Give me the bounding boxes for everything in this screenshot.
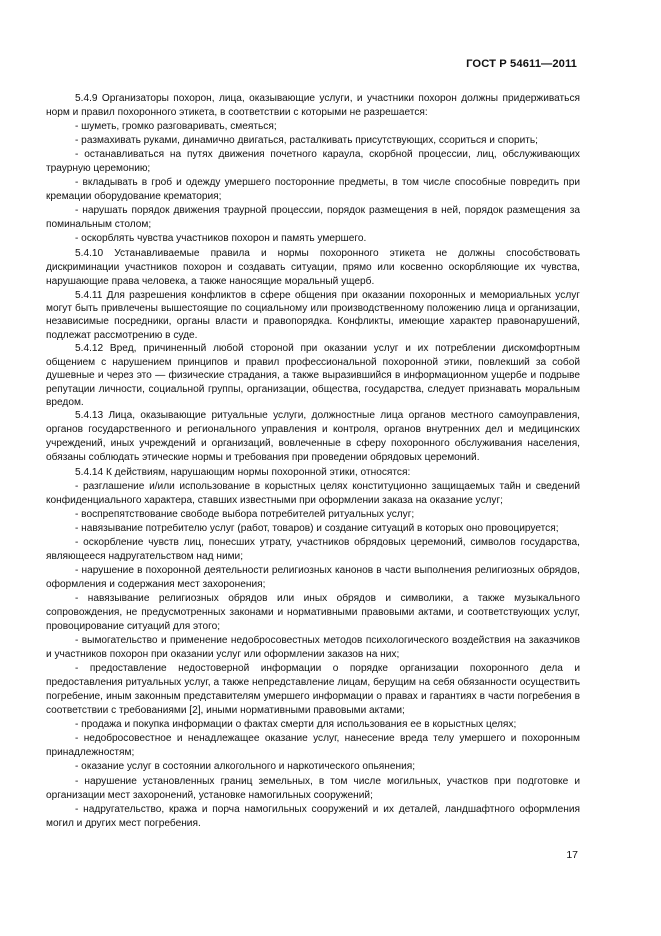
- paragraph-5-4-10: 5.4.10 Устанавливаемые правила и нормы похоронного этикета не должны способствовать дискриминации участников похорон и создавать ситуации, прямо или косвенно оскорбляющие их чувства, нарушающие права человека, а также наносящие моральный ущерб.: [46, 247, 580, 287]
- list-item: - оказание услуг в состоянии алкогольного и наркотического опьянения;: [75, 761, 416, 773]
- list-item: - оскорбление чувств лиц, понесших утрату, участников обрядовых церемоний, символов государства, являющееся надругательством над ними;: [46, 536, 580, 562]
- list-item: - останавливаться на путях движения почетного караула, скорбной процессии, лиц, обслуживающих траурную церемонию;: [46, 149, 580, 175]
- list-item: - нарушение установленных границ земельных, в том числе могильных, участков при подготовке и организации мест захоронений, установке намогильных сооружений;: [46, 775, 580, 801]
- list-item: - навязывание религиозных обрядов или иных обрядов и символики, а также музыкального сопровождения, не предусмотренных законами и нормативными правовыми актами, и соответствующих услуг, провоцирование ситуаций для этого;: [46, 592, 580, 633]
- list-item: - надругательство, кража и порча намогильных сооружений и их деталей, ландшафтного оформления могил и других мест погребения.: [46, 803, 580, 829]
- list-item: - вкладывать в гроб и одежду умершего посторонние предметы, в том числе способные повредить при кремации оборудование крематория;: [46, 177, 580, 203]
- paragraph-5-4-12: 5.4.12 Вред, причиненный любой стороной при оказании услуг и их потреблении дискомфортным общением с нарушением принципов и правил профессиональной похоронной этики, повлекший за собой душевные и через это — физические страдания, а также выразившийся в информационном ущербе и подрыве репутации личности, социальной группы, организации, общества, государства, следует признавать моральным вредом.: [46, 343, 580, 408]
- list-item: - размахивать руками, динамично двигаться, расталкивать присутствующих, ссориться и спорить;: [75, 135, 538, 147]
- list-item: - продажа и покупка информации о фактах смерти для использования ее в корыстных целях;: [75, 719, 517, 731]
- list-item: - недобросовестное и ненадлежащее оказание услуг, нанесение вреда телу умершего и похоронным принадлежностям;: [46, 733, 580, 759]
- paragraph-5-4-13: 5.4.13 Лица, оказывающие ритуальные услуги, должностные лица органов местного самоуправления, органов государственного и регионального управления и контроля, органов внутренних дел и медицинских учреждений, иных учреждений и организаций, вовлеченные в сферу похоронного обслуживания населения, обязаны соблюдать этические нормы и требования при проведении обрядовых церемоний.: [46, 410, 580, 464]
- list-item: - нарушать порядок движения траурной процессии, порядок размещения в ней, порядок размещения за поминальным столом;: [46, 205, 580, 231]
- list-item: - разглашение и/или использование в корыстных целях конституционно защищаемых тайн и сведений конфиденциального характера, ставших известными при оформлении заказа на оказание услуг;: [46, 480, 580, 506]
- paragraph-5-4-14: 5.4.14 К действиям, нарушающим нормы похоронной этики, относятся:: [75, 466, 411, 478]
- document-number: ГОСТ Р 54611—2011: [466, 58, 577, 70]
- list-item: - шуметь, громко разговаривать, смеяться;: [75, 121, 277, 133]
- list-item: - оскорблять чувства участников похорон и память умершего.: [75, 233, 367, 245]
- page-number: 17: [566, 849, 578, 861]
- paragraph-5-4-11: 5.4.11 Для разрешения конфликтов в сфере общения при оказании похоронных и мемориальных услуг могут быть привлечены вышестоящие по социальному или производственному положению лица и организации, независимые посредники, органы власти и правопорядка. Конфликты, имеющие характер правонарушений, подлежат рассмотрению в суде.: [46, 289, 580, 341]
- document-body: [46, 92, 580, 831]
- list-item: - нарушение в похоронной деятельности религиозных канонов в части выполнения религиозных обрядов, оформления и содержания мест захоронения;: [46, 564, 580, 590]
- list-item: - вымогательство и применение недобросовестных методов психологического воздействия на заказчиков и участников похорон при оказании услуг или оформлении заказов на них;: [46, 635, 580, 661]
- list-item: - навязывание потребителю услуг (работ, товаров) и создание ситуаций в которых оно провоцируется;: [75, 522, 559, 534]
- paragraph-5-4-9: 5.4.9 Организаторы похорон, лица, оказывающие услуги, и участники похорон должны придерживаться норм и правил похоронного этикета, в соответствии с которыми не разрешается:: [46, 93, 580, 119]
- list-item: - воспрепятствование свободе выбора потребителей ритуальных услуг;: [75, 508, 415, 520]
- list-item: - предоставление недостоверной информации о порядке организации похоронного дела и предоставления ритуальных услуг, а также непредставление лицам, берущим на себя обязанности осуществить погребение, иным законным представителям умершего информации о правах и гарантиях в части погребения в соответствии с требованиями [2], иными нормативными правовыми актами;: [46, 663, 580, 717]
